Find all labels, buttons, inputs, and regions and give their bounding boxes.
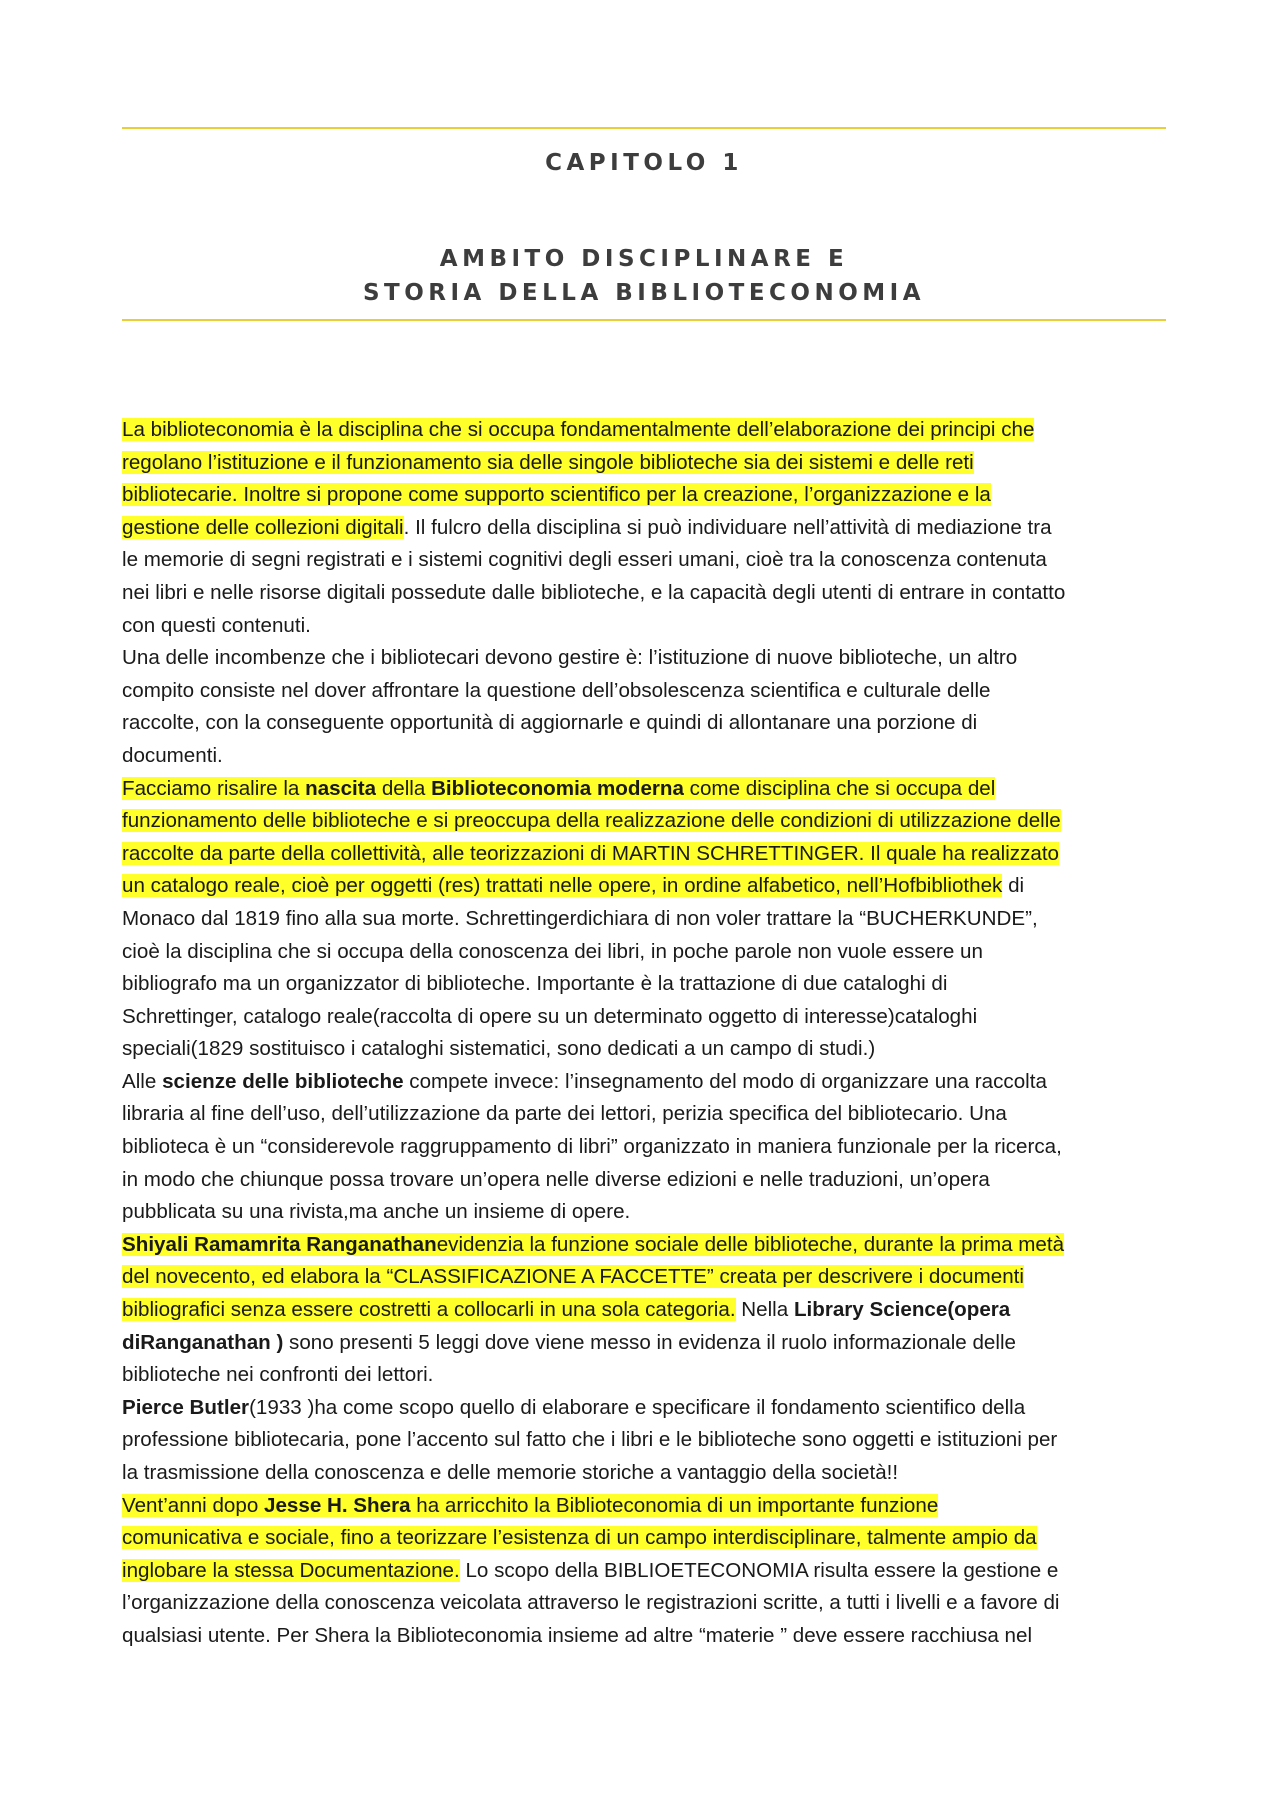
text-line [122, 1001, 1172, 1034]
highlighted-text: evidenzia la funzione sociale delle biblioteche, durante la prima metà [436, 1232, 1065, 1256]
text-run: compete invece: l’insegnamento del modo di organizzare una raccolta [403, 1069, 1047, 1093]
highlighted-text: bibliotecarie. Inoltre si propone come supporto scientifico per la creazione, l’organizzazione e la [122, 483, 991, 507]
highlighted-text: gestione delle collezioni digitali [122, 515, 404, 539]
text-run: . Il fulcro della disciplina si può individuare nell’attività di mediazione tra [403, 515, 1052, 539]
highlighted-text: un catalogo reale, cioè per oggetti (res) trattati nelle opere, in ordine alfabetico, nell’Hofbibliothek [122, 874, 1003, 898]
text-line [122, 805, 1172, 838]
text-run: Una delle incombenze che i bibliotecari devono gestire è: l’istituzione di nuove biblioteche, un altro [122, 646, 1018, 670]
text-line [122, 479, 1172, 512]
text-run: di [1002, 874, 1025, 898]
highlighted-text: della [376, 776, 432, 800]
highlighted-text: nascita [305, 776, 377, 800]
text-line [122, 1196, 1172, 1229]
text-run: qualsiasi utente. Per Shera la Biblioteconomia insieme ad altre “materie ” deve essere racchiusa nel [122, 1623, 1033, 1647]
text-run: diRanganathan ) [122, 1330, 284, 1354]
highlighted-text: Biblioteconomia moderna [431, 776, 684, 800]
text-run: l’organizzazione della conoscenza veicolata attraverso le registrazioni scritte, a tutti i livelli e a favore di [122, 1591, 1060, 1615]
highlighted-text: bibliografici senza essere costretti a collocarli in una sola categoria. [122, 1298, 736, 1322]
highlighted-text: Shiyali Ramamrita Ranganathan [122, 1232, 437, 1256]
text-run: Library Science(opera [793, 1298, 1011, 1322]
text-run: cioè la disciplina che si occupa della conoscenza dei libri, in poche parole non vuole essere un [122, 939, 983, 963]
text-line [122, 414, 1172, 447]
body-text [122, 414, 1172, 1653]
highlighted-text: del novecento, ed elabora la “CLASSIFICAZIONE A FACCETTE” creata per descrivere i documenti [122, 1265, 1024, 1289]
text-run: bibliografo ma un organizzator di biblioteche. Importante è la trattazione di due cataloghi di [122, 972, 948, 996]
text-line [122, 1424, 1172, 1457]
highlighted-text: Vent’anni dopo [122, 1493, 264, 1517]
highlighted-text: raccolte da parte della collettività, alle teorizzazioni di MARTIN SCHRETTINGER. Il quale ha realizzato [122, 841, 1060, 865]
bottom-rule [122, 319, 1166, 321]
text-line [122, 1522, 1172, 1555]
text-line [122, 903, 1172, 936]
highlighted-text: comunicativa e sociale, fino a teorizzare l’esistenza di un campo interdisciplinare, talmente ampio da [122, 1526, 1037, 1550]
text-line [122, 1261, 1172, 1294]
text-line [122, 1620, 1172, 1653]
text-line [122, 870, 1172, 903]
highlighted-text: La biblioteconomia è la disciplina che si occupa fondamentalmente dell’elaborazione dei principi che [122, 418, 1035, 441]
text-line [122, 1555, 1172, 1588]
text-line [122, 1359, 1172, 1392]
text-run: Nella [735, 1298, 794, 1322]
text-line [122, 1066, 1172, 1099]
text-run: in modo che chiunque possa trovare un’opera nelle diverse edizioni e nelle traduzioni, un’opera [122, 1167, 990, 1191]
text-run: professione bibliotecaria, pone l’accento sul fatto che i libri e le biblioteche sono oggetti e istituzioni per [122, 1428, 1058, 1452]
text-line [122, 577, 1172, 610]
highlighted-text: funzionamento delle biblioteche e si preoccupa della realizzazione delle condizioni di utilizzazione delle [122, 809, 1061, 833]
chapter-title-line-2: STORIA DELLA BIBLIOTECONOMIA [362, 280, 926, 306]
text-line [122, 1164, 1172, 1197]
text-line [122, 1490, 1172, 1523]
text-line [122, 1457, 1172, 1490]
chapter-heading: CAPITOLO 1 [545, 150, 743, 176]
text-line [122, 1392, 1172, 1425]
highlighted-text: Facciamo risalire la [122, 776, 306, 800]
highlighted-text: inglobare la stessa Documentazione. [122, 1558, 460, 1582]
text-line [122, 773, 1172, 806]
text-line [122, 1131, 1172, 1164]
text-run: raccolte, con la conseguente opportunità di aggiornarle e quindi di allontanare una porzione di [122, 711, 978, 735]
text-run: compito consiste nel dover affrontare la questione dell’obsolescenza scientifica e culturale delle [122, 678, 991, 702]
top-rule [122, 127, 1166, 129]
text-line [122, 544, 1172, 577]
highlighted-text: come disciplina che si occupa del [683, 776, 996, 800]
text-run: Pierce Butler [122, 1395, 250, 1419]
highlighted-text: Jesse H. Shera [264, 1493, 411, 1517]
text-run: Alle [122, 1069, 163, 1093]
text-run: Lo scopo della BIBLIOETECONOMIA risulta essere la gestione e [459, 1558, 1059, 1582]
text-line [122, 1229, 1172, 1262]
text-run: la trasmissione della conoscenza e delle memorie storiche a vantaggio della società!! [122, 1461, 899, 1484]
text-line [122, 838, 1172, 871]
text-line [122, 1587, 1172, 1620]
text-run: Monaco dal 1819 fino alla sua morte. Schrettingerdichiara di non voler trattare la “BUCHERKUNDE”, [122, 906, 1038, 930]
text-run: sono presenti 5 leggi dove viene messo in evidenza il ruolo informazionale delle [283, 1330, 1016, 1354]
text-line [122, 936, 1172, 969]
text-run: scienze delle biblioteche [162, 1069, 404, 1093]
text-run: (1933 )ha come scopo quello di elaborare e specificare il fondamento scientifico della [249, 1395, 1026, 1419]
text-line [122, 610, 1172, 643]
text-line [122, 968, 1172, 1001]
text-run: biblioteca è un “considerevole raggruppamento di libri” organizzato in maniera funzionale per la ricerca, [122, 1135, 1062, 1159]
text-run: Schrettinger, catalogo reale(raccolta di opere su un determinato oggetto di interesse)cataloghi [122, 1004, 978, 1028]
text-line [122, 1033, 1172, 1066]
text-run: documenti. [122, 743, 223, 767]
text-line [122, 642, 1172, 675]
text-run: con questi contenuti. [122, 613, 311, 637]
highlighted-text: regolano l’istituzione e il funzionamento sia delle singole biblioteche sia dei sistemi e delle reti [122, 450, 974, 474]
text-line [122, 1327, 1172, 1360]
chapter-title-line-1: AMBITO DISCIPLINARE E [439, 246, 849, 272]
text-line [122, 512, 1172, 545]
text-run: speciali(1829 sostituisco i cataloghi sistematici, sono dedicati a un campo di studi.) [122, 1037, 876, 1061]
text-run: nei libri e nelle risorse digitali possedute dalle biblioteche, e la capacità degli utenti di entrare in contatto [122, 580, 1066, 604]
text-run: biblioteche nei confronti dei lettori. [122, 1363, 434, 1387]
text-run: libraria al fine dell’uso, dell’utilizzazione da parte dei lettori, perizia specifica del bibliotecario. Una [122, 1102, 1007, 1126]
text-run: le memorie di segni registrati e i sistemi cognitivi degli esseri umani, cioè tra la conoscenza contenuta [122, 548, 1047, 572]
chapter-title [122, 242, 1166, 310]
text-line [122, 447, 1172, 480]
text-line [122, 1294, 1172, 1327]
text-line [122, 1098, 1172, 1131]
text-line [122, 740, 1172, 773]
text-line [122, 707, 1172, 740]
text-run: pubblicata su una rivista,ma anche un insieme di opere. [122, 1200, 631, 1224]
highlighted-text: ha arricchito la Biblioteconomia di un importante funzione [410, 1493, 939, 1517]
text-line [122, 675, 1172, 708]
